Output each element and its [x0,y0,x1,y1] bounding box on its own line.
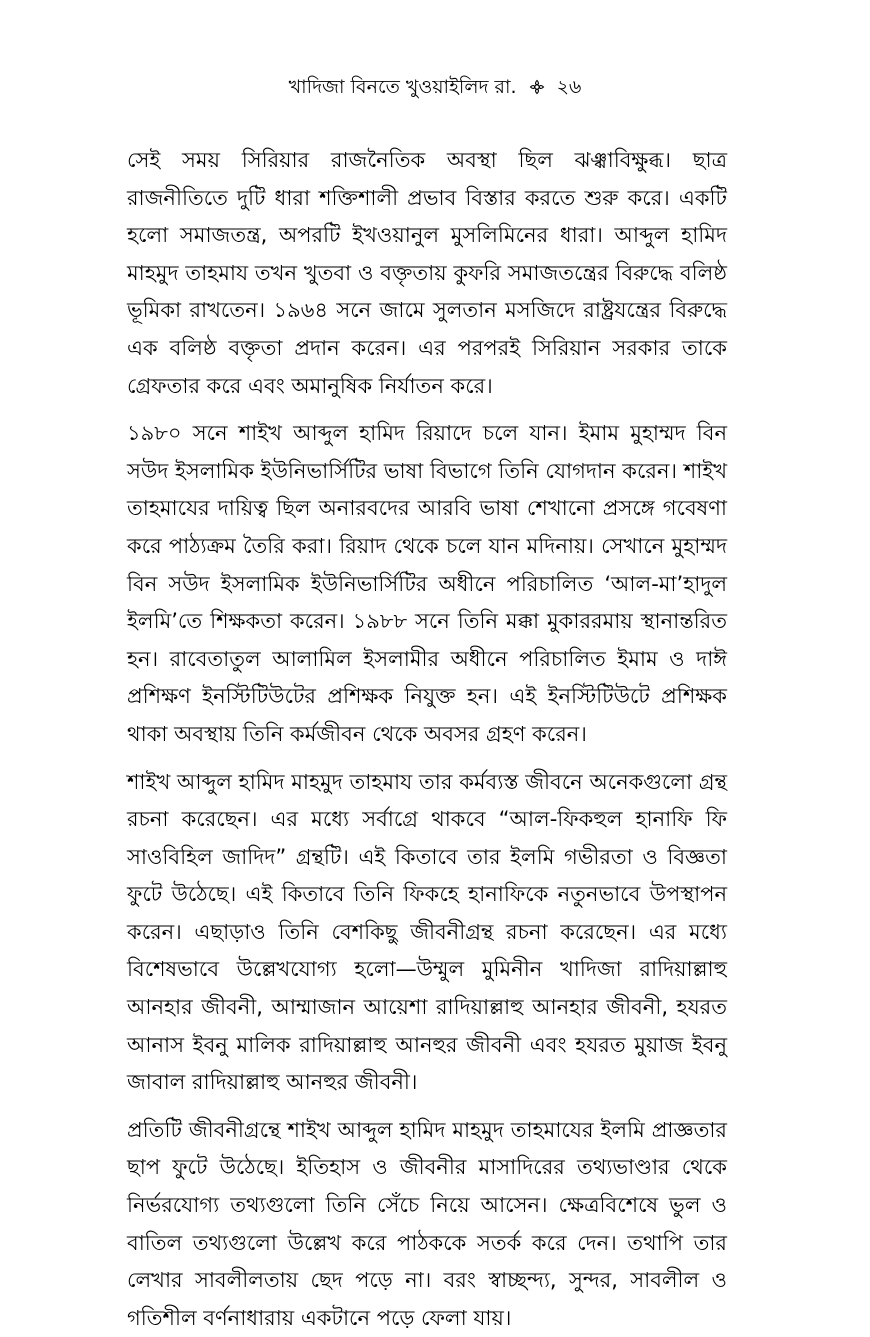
paragraph-1: সেই সময় সিরিয়ার রাজনৈতিক অবস্থা ছিল ঝঞ্ঝাবিক্ষুব্ধ। ছাত্র রাজনীতিতে দুটি ধারা শক্তিশালী প্রভাব বিস্তার করতে শুরু করে। একটি হলো সমাজতন্ত্র, অপরটি ইখওয়ানুল মুসলিমিনের ধারা। আব্দুল হামিদ মাহমুদ তাহমায তখন খুতবা ও বক্তৃতায় কুফরি সমাজতন্ত্রের বিরুদ্ধে বলিষ্ঠ ভূমিকা রাখতেন। ১৯৬৪ সনে জামে সুলতান মসজিদে রাষ্ট্রযন্ত্রের বিরুদ্ধে এক বলিষ্ঠ বক্তৃতা প্রদান করেন। এর পরপরই সিরিয়ান সরকার তাকে গ্রেফতার করে এবং অমানুষিক নির্যাতন করে। [127,148,727,398]
running-header [0,74,870,101]
paragraph-3: শাইখ আব্দুল হামিদ মাহমুদ তাহমায তার কর্মব্যস্ত জীবনে অনেকগুলো গ্রন্থ রচনা করেছেন। এর মধ্যে সর্বাগ্রে থাকবে “আল-ফিকহুল হানাফি ফি সাওবিহিল জাদিদ” গ্রন্থটি। এই কিতাবে তার ইলমি গভীরতা ও বিজ্ঞতা ফুটে উঠেছে। এই কিতাবে তিনি ফিকহে হানাফিকে নতুনভাবে উপস্থাপন করেন। এছাড়াও তিনি বেশকিছু জীবনীগ্রন্থ রচনা করেছেন। এর মধ্যে বিশেষভাবে উল্লেখযোগ্য হলো—উম্মুল মুমিনীন খাদিজা রাদিয়াল্লাহু আনহার জীবনী, আম্মাজান আয়েশা রাদিয়াল্লাহু আনহার জীবনী, হযরত আনাস ইবনু মালিক রাদিয়াল্লাহু আনহুর জীবনী এবং হযরত মুয়াজ ইবনু জাবাল রাদিয়াল্লাহু আনহুর জীবনী। [127,769,728,1095]
paragraph-2: ১৯৮০ সনে শাইখ আব্দুল হামিদ রিয়াদে চলে যান। ইমাম মুহাম্মদ বিন সউদ ইসলামিক ইউনিভার্সিটির ভাষা বিভাগে তিনি যোগদান করেন। শাইখ তাহমাযের দায়িত্ব ছিল অনারবদের আরবি ভাষা শেখানো প্রসঙ্গে গবেষণা করে পাঠ্যক্রম তৈরি করা। রিয়াদ থেকে চলে যান মদিনায়। সেখানে মুহাম্মদ বিন সউদ ইসলামিক ইউনিভার্সিটির অধীনে পরিচালিত ‘আল-মা’হাদুল ইলমি’তে শিক্ষকতা করেন। ১৯৮৮ সনে তিনি মক্কা মুকাররমায় স্থানান্তরিত হন। রাবেতাতুল আলামিল ইসলামীর অধীনে পরিচালিত ইমাম ও দাঈ প্রশিক্ষণ ইনস্টিটিউটের প্রশিক্ষক নিযুক্ত হন। এই ইনস্টিটিউটে প্রশিক্ষক থাকা অবস্থায় তিনি কর্মজীবন থেকে অবসর গ্রহণ করেন। [127,421,727,746]
body-text [127,142,727,1337]
page-number: ২৬ [556,76,582,98]
book-title: খাদিজা বিনতে খুওয়াইলিদ রা. [288,76,517,98]
flower-ornament-icon [529,75,545,101]
paragraph-4: প্রতিটি জীবনীগ্রন্থে শাইখ আব্দুল হামিদ মাহমুদ তাহমাযের ইলমি প্রাজ্ঞতার ছাপ ফুটে উঠেছে। ইতিহাস ও জীবনীর মাসাদিরের তথ্যভাণ্ডার থেকে নির্ভরযোগ্য তথ্যগুলো তিনি সেঁচে নিয়ে আসেন। ক্ষেত্রবিশেষে ভুল ও বাতিল তথ্যগুলো উল্লেখ করে পাঠককে সতর্ক করে দেন। তথাপি তার লেখার সাবলীলতায় ছেদ পড়ে না। বরং স্বাচ্ছন্দ্য, সুন্দর, সাবলীল ও গতিশীল বর্ণনাধারায় একটানে পড়ে ফেলা যায়। [127,1117,727,1330]
